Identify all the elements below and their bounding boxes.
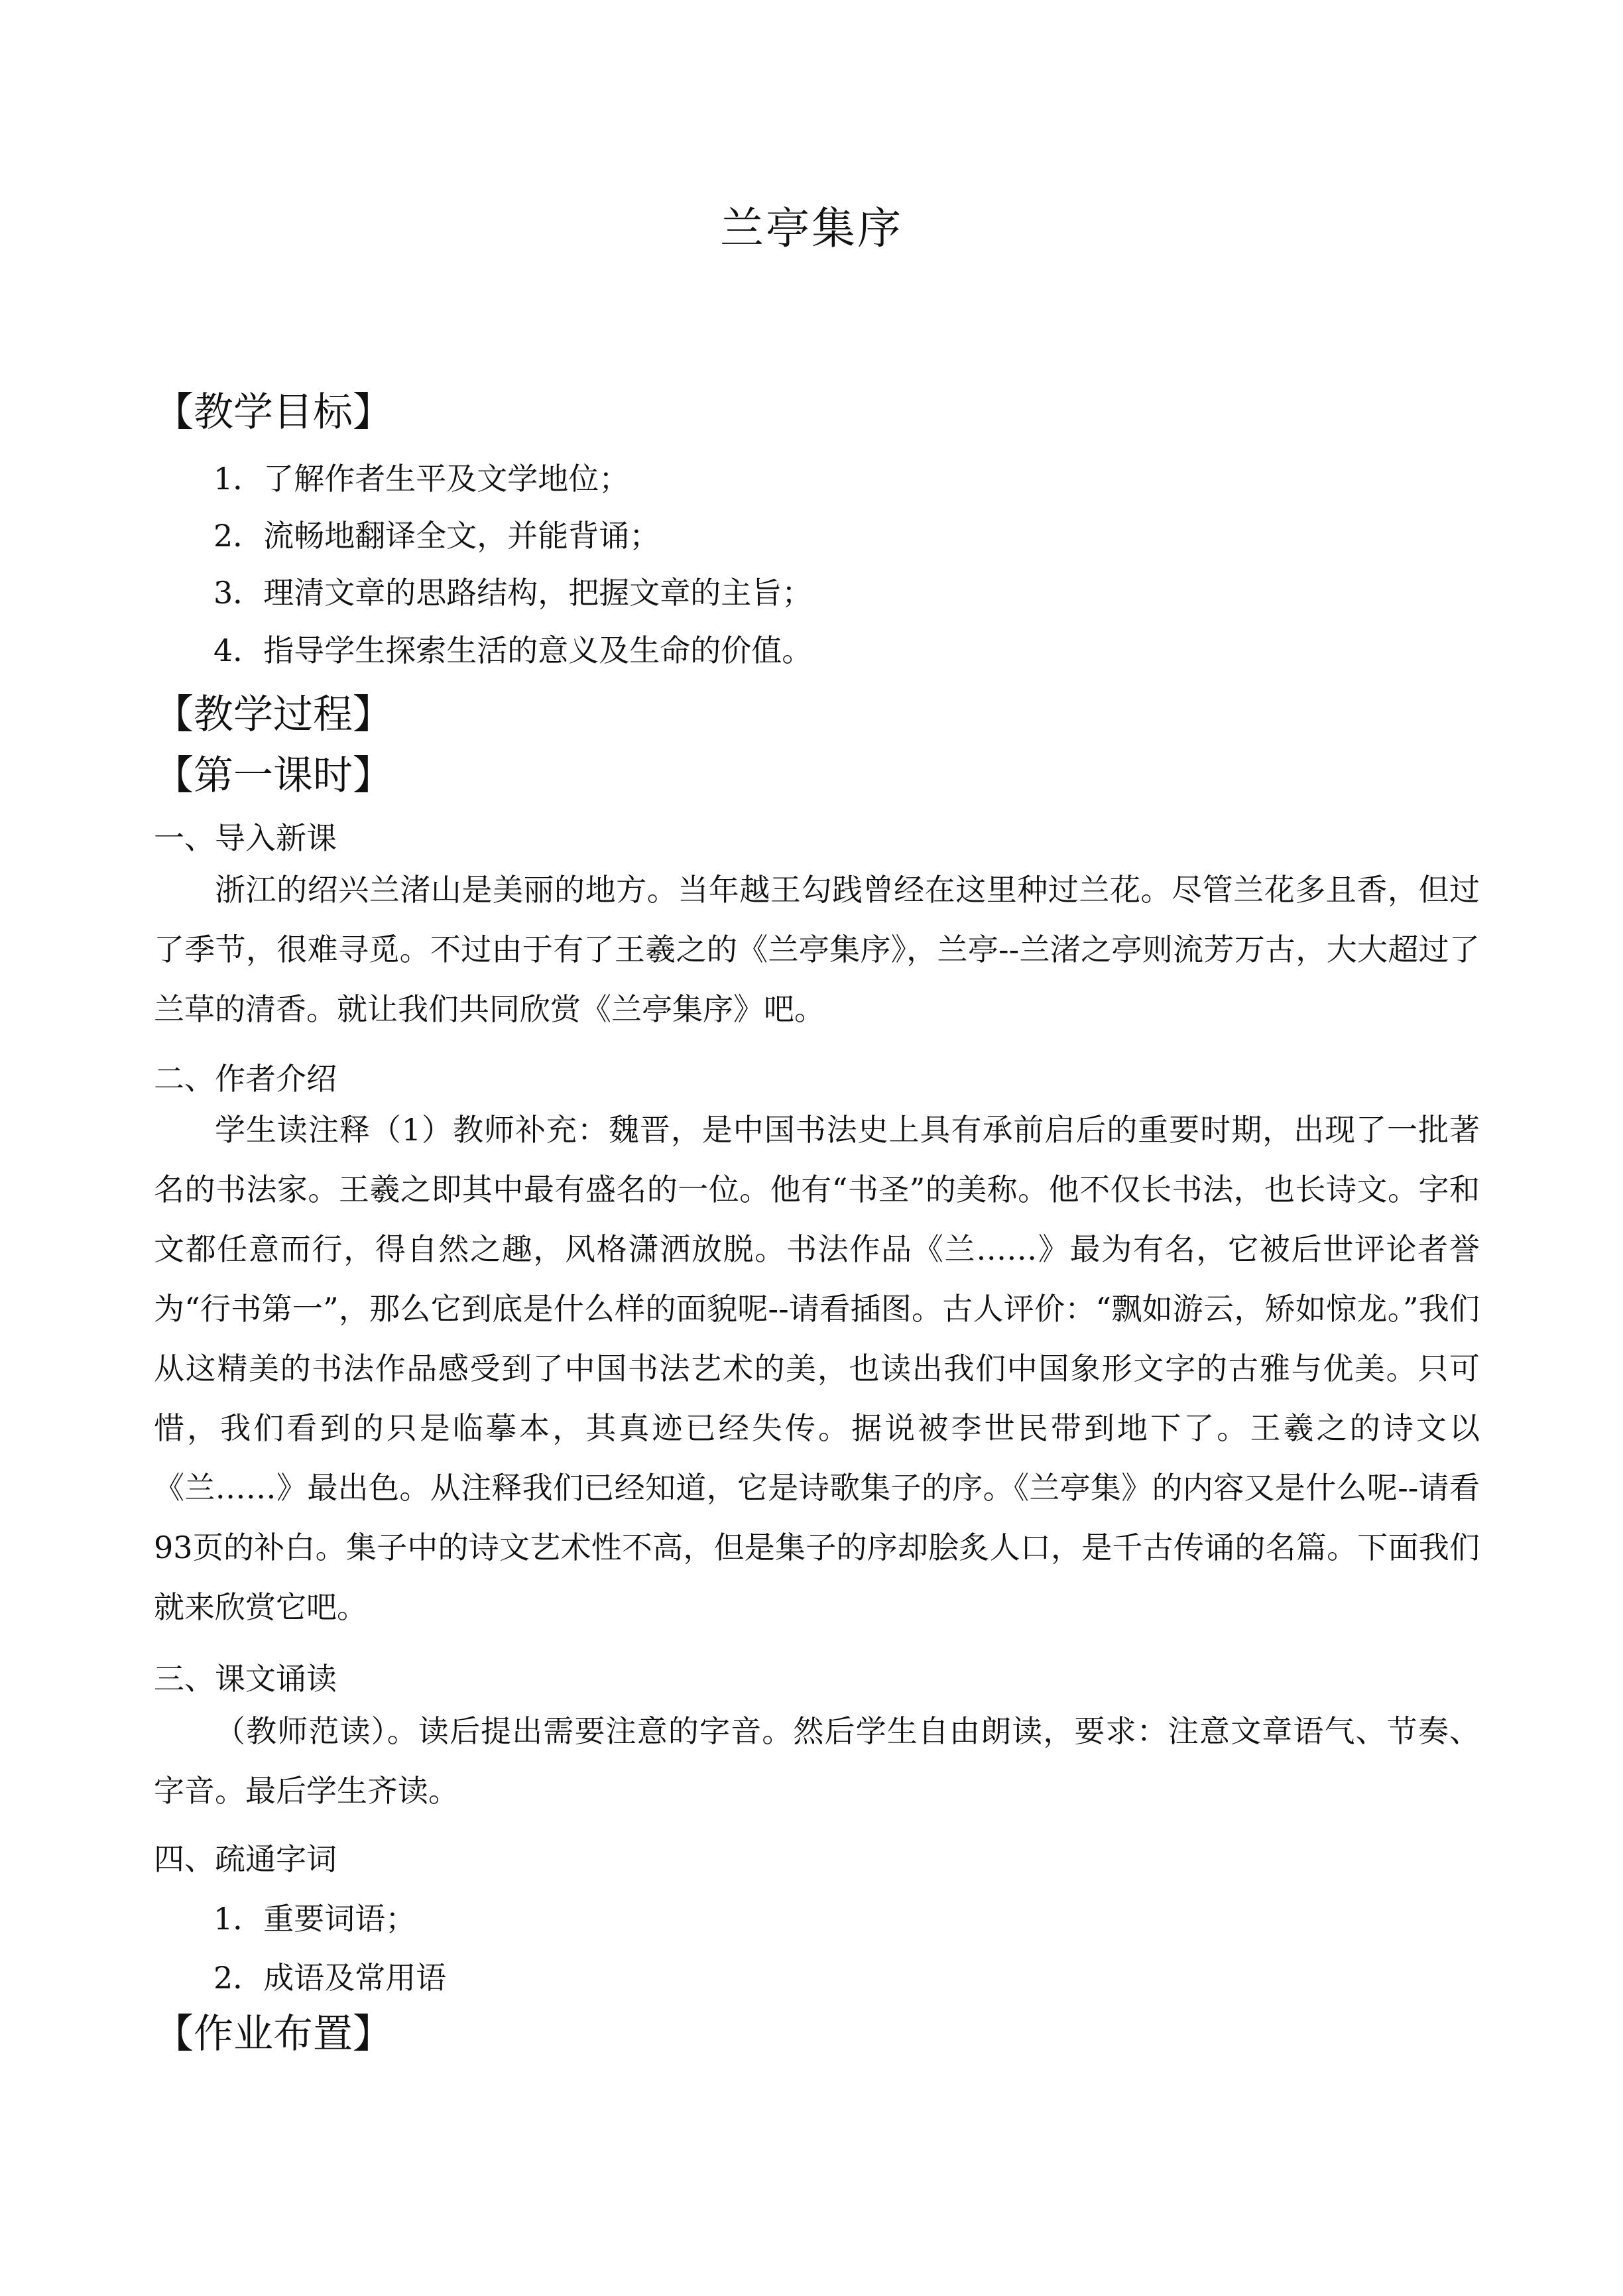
section-title-author: 二、作者介绍 — [154, 1061, 337, 1097]
section-title-intro: 一、导入新课 — [154, 820, 337, 856]
goal-item: 2．流畅地翻译全文，并能背诵； — [213, 518, 660, 554]
teaching-goals-heading: 【教学目标】 — [154, 389, 392, 436]
goal-item: 3．理清文章的思路结构，把握文章的主旨； — [213, 575, 813, 611]
section-paragraph-author: 学生读注释（1）教师补充：魏晋，是中国书法史上具有承前启后的重要时期，出现了一批著名的书法家。王羲之即其中最有盛名的一位。他有“书圣”的美称。他不仅长书法，也长诗文。字和文都任意而行，得自然之趣，风格潇洒放脱。书法作品《兰……》最为有名，它被后世评论者誉为“行书第一”，那么它到底是什么样的面貌呢--请看插图。古人评价：“飘如游云，矫如惊龙。”我们从这精美的书法作品感受到了中国书法艺术的美，也读出我们中国象形文字的古雅与优美。只可惜，我们看到的只是临摹本，其真迹已经失传。据说被李世民带到地下了。王羲之的诗文以《兰……》最出色。从注释我们已经知道，它是诗歌集子的序。《兰亭集》的内容又是什么呢--请看93页的补白。集子中的诗文艺术性不高，但是集子的序却脍炙人口，是千古传诵的名篇。下面我们就来欣赏它吧。 — [154, 1112, 1480, 1625]
section-title-reading: 三、课文诵读 — [154, 1661, 337, 1697]
goal-item: 1．了解作者生平及文学地位； — [213, 461, 630, 497]
homework-heading: 【作业布置】 — [154, 2011, 392, 2057]
section-paragraph-reading: （教师范读）。读后提出需要注意的字音。然后学生自由朗读，要求：注意文章语气、节奏、字音。最后学生齐读。 — [154, 1713, 1480, 1809]
section-paragraph-intro: 浙江的绍兴兰渚山是美丽的地方。当年越王勾践曾经在这里种过兰花。尽管兰花多且香，但过了季节，很难寻觅。不过由于有了王羲之的《兰亭集序》，兰亭--兰渚之亭则流芳万古，大大超过了兰草的清香。就让我们共同欣赏《兰亭集序》吧。 — [154, 872, 1480, 1027]
goal-item: 4．指导学生探索生活的意义及生命的价值。 — [213, 633, 813, 668]
teaching-process-heading: 【教学过程】 — [154, 692, 392, 738]
vocab-item: 2．成语及常用语 — [213, 1960, 447, 1996]
vocab-item: 1．重要词语； — [213, 1901, 416, 1937]
section-title-vocab: 四、疏通字词 — [154, 1841, 337, 1877]
page-title: 兰亭集序 — [720, 203, 903, 254]
first-lesson-heading: 【第一课时】 — [154, 753, 392, 799]
